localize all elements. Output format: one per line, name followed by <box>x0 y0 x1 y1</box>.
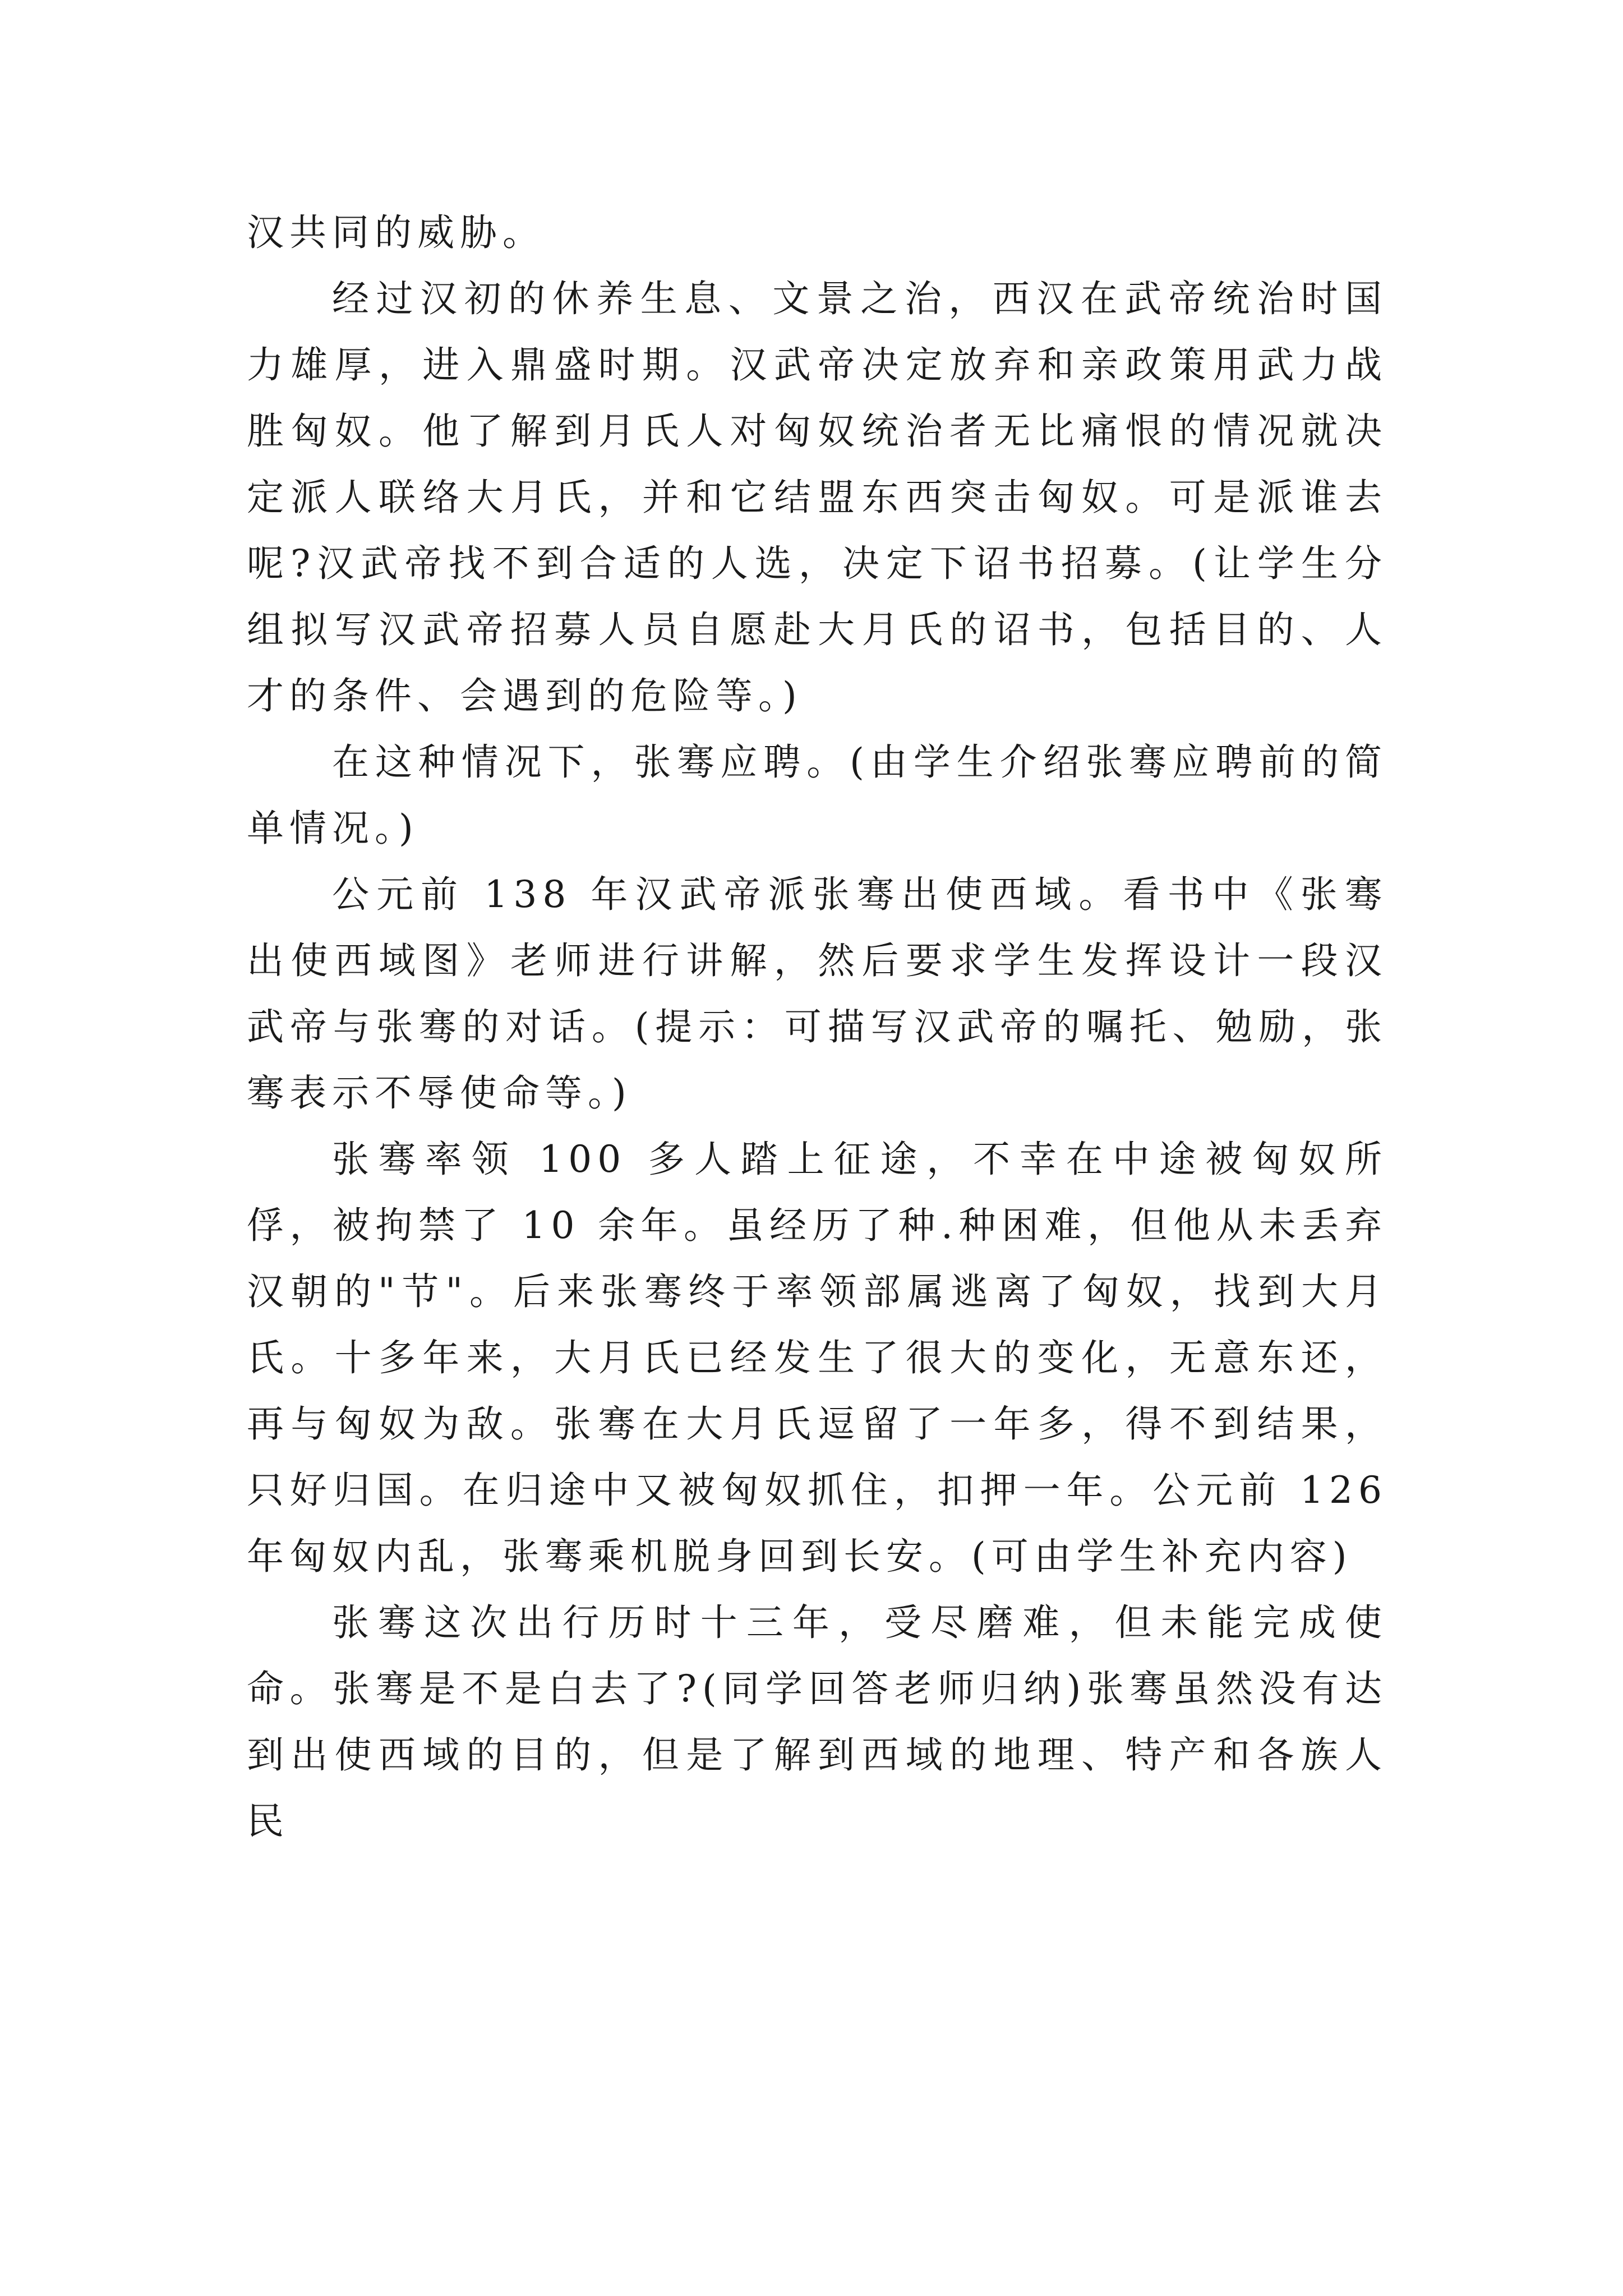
paragraph-2: 经过汉初的休养生息、文景之治，西汉在武帝统治时国力雄厚，进入鼎盛时期。汉武帝决定放弃和亲政策用武力战胜匈奴。他了解到月氏人对匈奴统治者无比痛恨的情况就决定派人联络大月氏，并和它结盟东西突击匈奴。可是派谁去呢?汉武帝找不到合适的人选，决定下诏书招募。(让学生分组拟写汉武帝招募人员自愿赴大月氏的诏书，包括目的、人才的条件、会遇到的危险等。) <box>247 277 1387 717</box>
paragraph-1: 汉共同的威胁。 <box>247 211 545 254</box>
paragraph-3: 在这种情况下，张骞应聘。(由学生介绍张骞应聘前的简单情况。) <box>247 740 1387 850</box>
paragraph-6: 张骞这次出行历时十三年，受尽磨难，但未能完成使命。张骞是不是白去了?(同学回答老师归纳)张骞虽然没有达到出使西域的目的，但是了解到西域的地理、特产和各族人民 <box>247 1601 1387 1843</box>
document-body <box>247 200 1387 1855</box>
paragraph-4: 公元前 138 年汉武帝派张骞出使西域。看书中《张骞出使西域图》老师进行讲解，然后要求学生发挥设计一段汉武帝与张骞的对话。(提示：可描写汉武帝的嘱托、勉励，张骞表示不辱使命等。) <box>247 873 1387 1115</box>
paragraph-5: 张骞率领 100 多人踏上征途，不幸在中途被匈奴所俘，被拘禁了 10 余年。虽经历了种.种困难，但他从未丢弃汉朝的"节"。后来张骞终于率领部属逃离了匈奴，找到大月氏。十多年来，大月氏已经发生了很大的变化，无意东还，再与匈奴为敌。张骞在大月氏逗留了一年多，得不到结果，只好归国。在归途中又被匈奴抓住，扣押一年。公元前 126 年匈奴内乱，张骞乘机脱身回到长安。(可由学生补充内容) <box>247 1138 1387 1578</box>
